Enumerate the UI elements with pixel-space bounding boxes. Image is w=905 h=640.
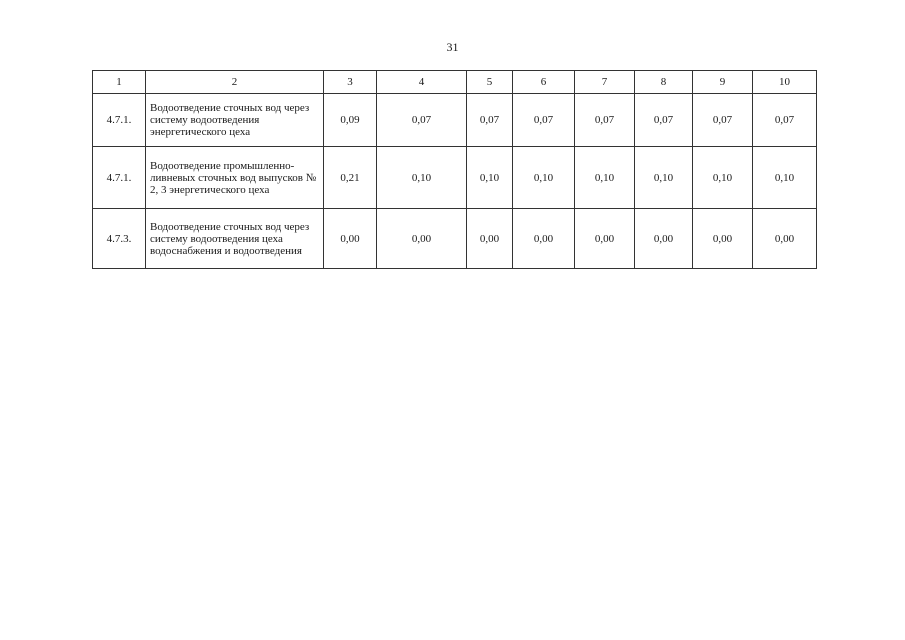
table-row [93,147,817,209]
value-cell: 0,10 [635,147,693,209]
row-code: 4.7.1. [93,94,146,147]
value-cell: 0,07 [635,94,693,147]
column-header: 5 [467,71,513,94]
value-cell: 0,00 [324,209,377,269]
column-header: 4 [377,71,467,94]
value-cell: 0,00 [693,209,753,269]
value-cell: 0,00 [467,209,513,269]
header-row [93,71,817,94]
value-cell: 0,00 [753,209,817,269]
data-table [92,70,817,269]
value-cell: 0,10 [467,147,513,209]
value-cell: 0,00 [513,209,575,269]
column-header: 6 [513,71,575,94]
value-cell: 0,00 [635,209,693,269]
row-description: Водоотведение сточных вод через систему водоотведения цеха водоснабжения и водоотведения [146,209,324,269]
column-header: 9 [693,71,753,94]
value-cell: 0,07 [377,94,467,147]
row-description: Водоотведение промышленно-ливневых сточных вод выпусков № 2, 3 энергетического цеха [146,147,324,209]
row-code: 4.7.1. [93,147,146,209]
value-cell: 0,21 [324,147,377,209]
column-header: 1 [93,71,146,94]
column-header: 2 [146,71,324,94]
column-header: 10 [753,71,817,94]
value-cell: 0,07 [693,94,753,147]
table-row [93,209,817,269]
value-cell: 0,09 [324,94,377,147]
value-cell: 0,07 [513,94,575,147]
table-row [93,94,817,147]
row-code: 4.7.3. [93,209,146,269]
value-cell: 0,00 [377,209,467,269]
value-cell: 0,07 [575,94,635,147]
value-cell: 0,10 [513,147,575,209]
value-cell: 0,10 [693,147,753,209]
value-cell: 0,10 [753,147,817,209]
row-description: Водоотведение сточных вод через систему водоотведения энергетического цеха [146,94,324,147]
column-header: 7 [575,71,635,94]
value-cell: 0,10 [575,147,635,209]
column-header: 3 [324,71,377,94]
value-cell: 0,00 [575,209,635,269]
column-header: 8 [635,71,693,94]
page-number: 31 [446,40,459,54]
value-cell: 0,10 [377,147,467,209]
value-cell: 0,07 [467,94,513,147]
value-cell: 0,07 [753,94,817,147]
